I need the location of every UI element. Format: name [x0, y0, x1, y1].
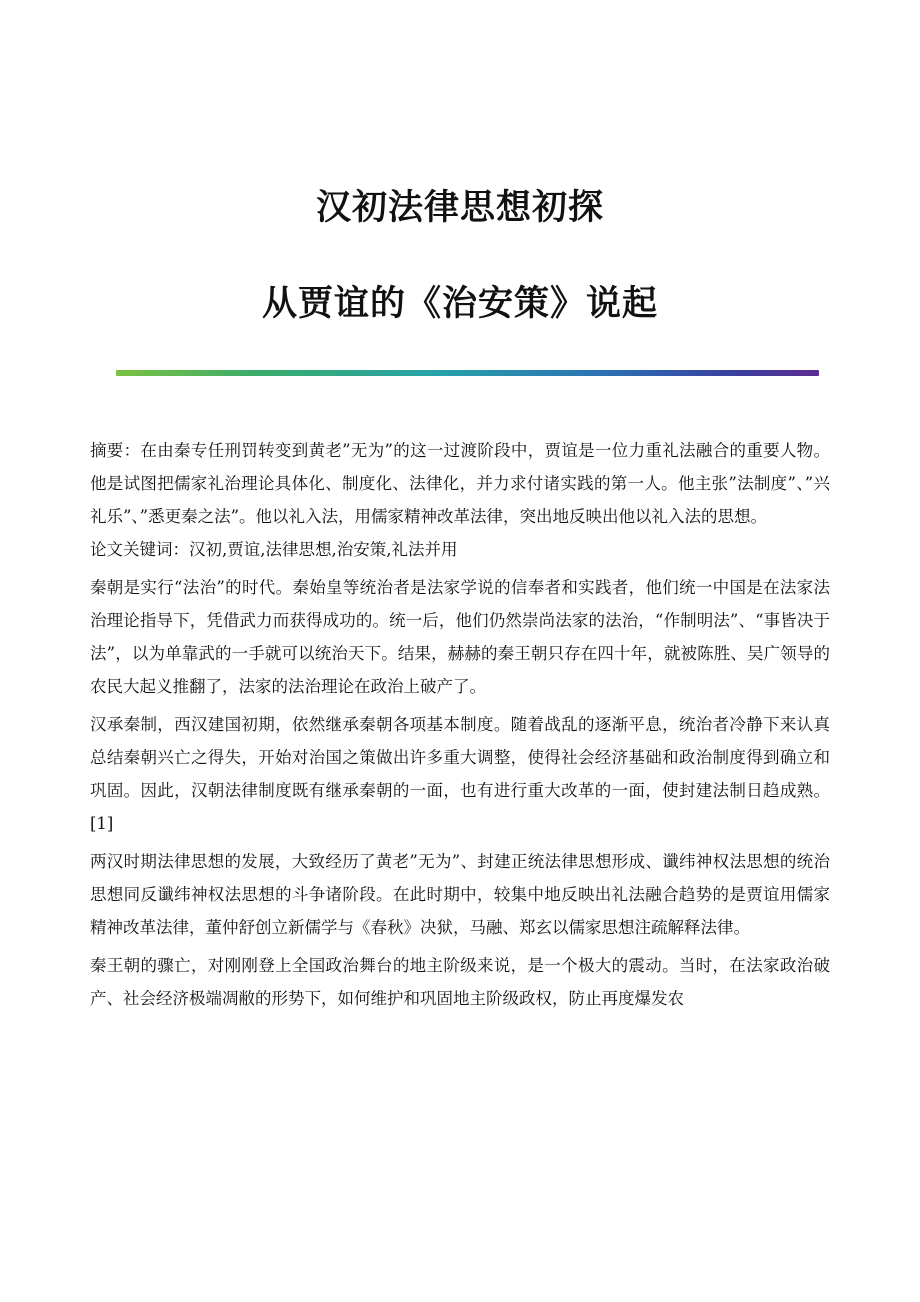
paper-body: [90, 434, 830, 1015]
paper-title: 汉初法律思想初探: [315, 187, 604, 228]
paper-subtitle: 从贾谊的《治安策》说起: [261, 283, 658, 324]
abstract: 摘要：在由秦专任刑罚转变到黄老”无为”的这一过渡阶段中，贾谊是一位力重礼法融合的重要人物。他是试图把儒家礼治理论具体化、制度化、法律化，并力求付诸实践的第一人。他主张”法制度”、”兴礼乐”、”悉更秦之法”。他以礼入法，用儒家精神改革法律，突出地反映出他以礼入法的思想。: [90, 441, 830, 526]
title-divider: [116, 370, 819, 376]
body-paragraph-4: 秦王朝的骤亡，对刚刚登上全国政治舞台的地主阶级来说，是一个极大的震动。当时，在法家政治破产、社会经济极端凋敝的形势下，如何维护和巩固地主阶级政权，防止再度爆发农: [90, 956, 830, 1008]
body-paragraph-1: 秦朝是实行“法治”的时代。秦始皇等统治者是法家学说的信奉者和实践者，他们统一中国是在法家法治理论指导下，凭借武力而获得成功的。统一后，他们仍然崇尚法家的法治，“作制明法”、“事皆决于法”，以为单靠武的一手就可以统治天下。结果，赫赫的秦王朝只存在四十年，就被陈胜、吴广领导的农民大起义推翻了，法家的法治理论在政治上破产了。: [90, 578, 830, 696]
body-paragraph-3: 两汉时期法律思想的发展，大致经历了黄老”无为”、封建正统法律思想形成、谶纬神权法思想的统治思想同反谶纬神权法思想的斗争诸阶段。在此时期中，较集中地反映出礼法融合趋势的是贾谊用儒家精神改革法律，董仲舒创立新儒学与《春秋》决狱，马融、郑玄以儒家思想注疏解释法律。: [90, 852, 830, 937]
body-paragraph-2: 汉承秦制，西汉建国初期，依然继承秦朝各项基本制度。随着战乱的逐渐平息，统治者冷静下来认真总结秦朝兴亡之得失，开始对治国之策做出许多重大调整，使得社会经济基础和政治制度得到确立和巩固。因此，汉朝法律制度既有继承秦朝的一面，也有进行重大改革的一面，使封建法制日趋成熟。[1]: [90, 715, 830, 833]
keywords: 论文关键词：汉初,贾谊,法律思想,治安策,礼法并用: [90, 540, 458, 559]
